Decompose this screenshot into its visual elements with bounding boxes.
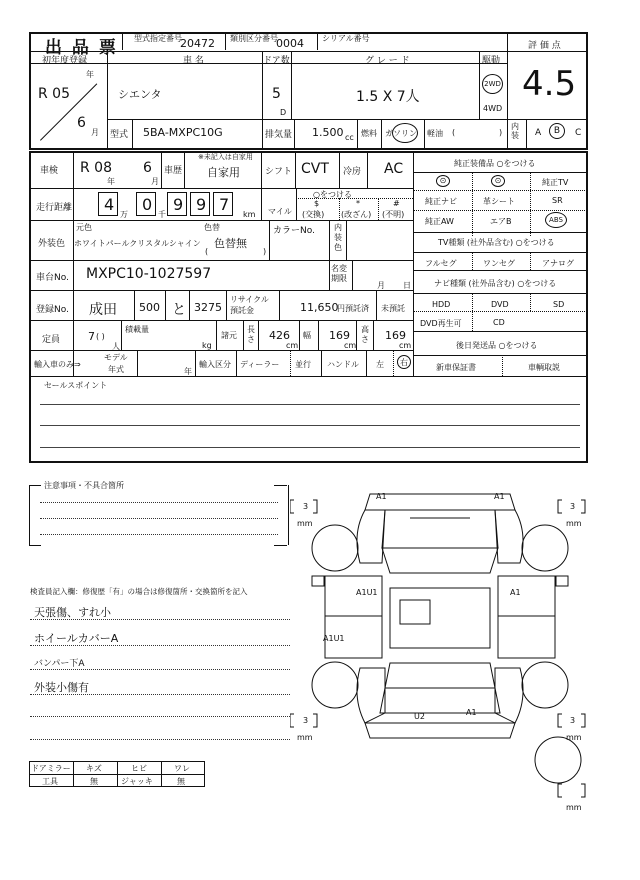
mirror-left <box>312 576 324 586</box>
damage-mark-right-door: A1 <box>510 588 521 597</box>
navi-dvd: DVD <box>491 300 509 309</box>
interior-c: C <box>575 128 582 138</box>
registration-label: 登録No. <box>36 305 69 315</box>
front-door-right <box>498 576 555 616</box>
displacement-label: 排気量 <box>265 130 293 140</box>
mileage-exchange-b: (交換) <box>302 210 325 219</box>
capacity-value: 7 <box>88 330 95 343</box>
history-note: ※未記入は自家用 <box>198 153 253 161</box>
tool-break: ワレ <box>174 764 190 773</box>
roof <box>390 588 490 648</box>
serial-label: シリアル番号 <box>322 34 370 43</box>
fuel-gasoline: ガソリン <box>385 129 417 138</box>
fuel-label: 燃料 <box>361 129 377 138</box>
tread-front-right-mm: mm <box>566 519 582 528</box>
recycle-unit: 円預託済 <box>337 304 369 313</box>
exterior-paren-close: ) <box>263 247 267 256</box>
interior-b: B <box>553 126 561 136</box>
name-change-month: 月 <box>377 281 385 290</box>
evaluation-score: 4.5 <box>522 64 577 104</box>
grade-label: グ レ ー ド <box>365 56 410 66</box>
color-no-label: カラーNo. <box>273 226 315 236</box>
damage-mark-left-door: A1U1 <box>323 634 345 643</box>
mileage-label: 走行距離 <box>36 203 73 213</box>
jack-value: 無 <box>177 777 185 786</box>
import-parallel: 並行 <box>295 360 311 369</box>
door-count: 5 <box>272 86 281 102</box>
history-label: 車歴 <box>164 166 183 176</box>
note-line-3: バンパー下A <box>34 659 85 669</box>
recycle-unpaid: 未預託 <box>381 304 405 313</box>
damage-mark-rear: A1 <box>466 708 477 717</box>
height-cm: cm <box>399 341 412 350</box>
inspection-label: 車検 <box>40 166 59 176</box>
front-fender-right <box>495 510 523 563</box>
displacement: 1.500 <box>312 126 344 139</box>
mileage-exchange-a: $ <box>314 199 320 208</box>
tread-front-left-mm: mm <box>297 519 313 528</box>
registration-number: 3275 <box>194 301 222 314</box>
height-value: 169 <box>385 329 406 342</box>
interior-color-label: 内装色 <box>334 223 342 252</box>
interior-b-circle <box>549 123 565 139</box>
capacity-label: 定員 <box>42 335 61 345</box>
length-label: 長さ <box>247 325 255 344</box>
drive-label: 駆動 <box>482 56 501 66</box>
mirror-right <box>556 576 568 586</box>
back-door <box>380 688 500 713</box>
car-name-label: 車 名 <box>183 56 204 66</box>
tv-analog: アナログ <box>542 259 574 268</box>
tool-value: 無 <box>90 777 98 786</box>
mileage-digit-5: 7 <box>213 192 233 216</box>
tool-mirror: ドアミラー <box>31 764 71 773</box>
interior-label: 内装 <box>511 122 519 140</box>
equip-abs-circle <box>545 212 567 228</box>
displacement-cc: cc <box>345 133 354 142</box>
ac-label: 冷房 <box>343 167 362 177</box>
import-model-year-a: モデル <box>104 353 128 362</box>
recycle-amount: 11,650 <box>300 301 339 314</box>
doors-label: ドア数 <box>263 56 290 66</box>
mileage-digit-3: 9 <box>167 192 187 216</box>
tool-label: 工具 <box>42 777 58 786</box>
damage-mark-front-left: A1 <box>376 492 387 501</box>
door-d: D <box>280 108 287 117</box>
model-label: 型式 <box>110 130 129 140</box>
mileage-altered-b: (改ざん) <box>341 210 372 219</box>
mileage-km: km <box>243 210 256 219</box>
notes-bracket <box>29 485 289 545</box>
mileage-mile: マイル <box>268 207 292 216</box>
history-value: 自家用 <box>207 166 240 179</box>
handle-right: 右 <box>400 358 408 367</box>
rear-fender-right <box>495 668 523 723</box>
exterior-code-label: 色替 <box>204 223 220 232</box>
notes-label: 注意事項・不具合箇所 <box>44 481 124 490</box>
ac-value: AC <box>384 161 404 177</box>
inspection-era: R 08 <box>80 160 112 176</box>
navi-hdd: HDD <box>432 300 451 309</box>
fuel-diesel: 軽油 <box>427 129 443 138</box>
chassis-number: MXPC10-1027597 <box>86 266 212 282</box>
later-items-header: 後日発送品 ○をつける <box>456 341 538 350</box>
mileage-unknown-a: # <box>393 199 400 208</box>
length-cm: cm <box>286 341 299 350</box>
type-no: 20472 <box>180 37 215 50</box>
capacity-unit: 人 <box>112 342 120 351</box>
navi-sd: SD <box>553 300 565 309</box>
diesel-paren-close: ) <box>499 128 503 137</box>
tire-front-right <box>522 525 568 571</box>
first-reg-year-suffix: 年 <box>86 70 94 79</box>
jack-label: ジャッキ <box>121 777 153 786</box>
height-label: 高さ <box>361 325 369 344</box>
car-damage-diagram <box>290 488 590 808</box>
car-name: シエンタ <box>118 88 162 101</box>
model-code: 5BA-MXPC10G <box>143 126 223 139</box>
equip-tv: 純正TV <box>542 178 569 187</box>
sr-icon-1: ⊙ <box>436 175 450 187</box>
score-label: 評 価 点 <box>528 41 561 51</box>
note-line-1: 天張傷、すれ小 <box>34 606 111 619</box>
tire-rear-right <box>522 662 568 708</box>
grade-value: 1.5 X 7人 <box>356 89 420 105</box>
handle-right-circle <box>397 355 411 369</box>
equip-navi: 純正ナビ <box>425 197 457 206</box>
registration-kana: と <box>172 302 186 318</box>
first-reg-month: 6 <box>77 115 86 131</box>
damage-mark-front-right: A1 <box>494 492 505 501</box>
tread-front-left: 3 <box>303 502 309 511</box>
tool-crack: ヒビ <box>131 764 147 773</box>
exterior-code: 色替無 <box>214 237 247 250</box>
import-dealer: ディーラー <box>240 360 280 369</box>
load-kg: kg <box>202 341 212 350</box>
inspection-month: 6 <box>143 160 152 176</box>
equip-abs: ABS <box>549 216 563 224</box>
tread-rear-right-mm: mm <box>566 733 582 742</box>
first-reg-month-suffix: 月 <box>91 128 99 137</box>
windshield <box>382 548 498 573</box>
import-year: 年 <box>184 367 192 376</box>
navi-cd: CD <box>493 318 505 327</box>
tv-oneseg: ワンセグ <box>483 259 515 268</box>
inspection-month-unit: 月 <box>151 177 159 186</box>
equip-aw: 純正AW <box>425 217 454 226</box>
handle-label: ハンドル <box>327 360 359 369</box>
name-change-label: 名変期限 <box>331 264 347 283</box>
length-value: 426 <box>269 329 290 342</box>
rear-bumper <box>365 723 515 738</box>
mileage-unit-sen: 千 <box>158 210 166 219</box>
tire-rear-left <box>312 662 358 708</box>
tv-type-header: TV種類 (社外品含む) ○をつける <box>438 238 555 247</box>
name-change-day: 日 <box>403 281 411 290</box>
note-line-4: 外装小傷有 <box>34 681 89 694</box>
chassis-label: 車台No. <box>36 273 69 283</box>
first-reg-era: R 05 <box>38 86 70 102</box>
handle-left: 左 <box>376 360 384 369</box>
interior-a: A <box>535 128 542 138</box>
dims-label: 諸元 <box>221 331 237 340</box>
equip-sr: SR <box>552 196 563 205</box>
tread-front-right: 3 <box>570 502 576 511</box>
spare-tire <box>535 737 581 783</box>
shift-value: CVT <box>301 161 329 177</box>
sheet-title: 出 品 票 <box>45 38 118 58</box>
tread-rear-left: 3 <box>303 716 309 725</box>
tv-fullseg: フルセグ <box>425 259 457 268</box>
mileage-altered-a: * <box>356 199 360 208</box>
damage-mark-roof: A1U1 <box>356 588 378 597</box>
drive-2wd-circle <box>482 74 503 94</box>
equip-airbag: エアB <box>490 217 512 226</box>
drive-2wd: 2WD <box>484 80 501 88</box>
class-no-label: 類別区分番号 <box>230 34 278 43</box>
tool-scratch: キズ <box>86 764 102 773</box>
sr-icon-2: ⊙ <box>491 175 505 187</box>
first-reg-label: 初年度登録 <box>42 56 88 66</box>
type-no-label: 型式指定番号 <box>134 34 182 43</box>
mileage-unit-man: 万 <box>120 210 128 219</box>
tread-rear-left-mm: mm <box>297 733 313 742</box>
exterior-orig-label: 元色 <box>76 223 92 232</box>
width-label: 幅 <box>303 331 311 340</box>
exterior-paren-open: ( <box>205 247 209 256</box>
hood <box>382 510 498 548</box>
registration-area: 成田 <box>89 302 117 318</box>
inspection-year: 年 <box>107 177 115 186</box>
capacity-paren: ( ) <box>96 332 105 341</box>
exterior-orig-color: ホワイトパールクリスタルシャイン <box>74 239 201 248</box>
rear-window <box>385 663 495 688</box>
import-type-label: 輸入区分 <box>199 360 231 369</box>
diesel-paren-open: ( <box>452 128 456 137</box>
recycle-label: リサイクル預託金 <box>230 295 269 315</box>
navi-type-header: ナビ種類 (社外品含む) ○をつける <box>434 279 557 288</box>
front-bumper <box>365 494 515 510</box>
exterior-label: 外装色 <box>38 239 66 249</box>
equip-leather: 革シート <box>483 197 515 206</box>
load-label: 積載量 <box>125 325 149 334</box>
mileage-digit-2: 0 <box>136 192 156 216</box>
rear-door-right <box>498 616 555 658</box>
navi-dvd-play: DVD再生可 <box>420 319 462 328</box>
mileage-digit-1: 4 <box>98 192 118 216</box>
equip-header: 純正装備品 ○をつける <box>454 159 536 168</box>
shift-label: シフト <box>265 167 293 177</box>
front-fender-left <box>357 510 385 563</box>
width-cm: cm <box>344 341 357 350</box>
class-no: 0004 <box>276 37 304 50</box>
later-warranty: 新車保証書 <box>436 363 476 372</box>
spare-mm: mm <box>566 803 582 812</box>
tread-rear-right: 3 <box>570 716 576 725</box>
mileage-unknown-b: (不明) <box>382 210 405 219</box>
drive-4wd: 4WD <box>483 104 503 113</box>
registration-class: 500 <box>139 301 160 314</box>
mileage-circle-note: ○をつける <box>313 190 352 199</box>
tire-front-left <box>312 525 358 571</box>
sales-point-label: セールスポイント <box>44 381 108 390</box>
note-line-2: ホイールカバーA <box>34 632 119 645</box>
sunroof-area <box>400 600 430 624</box>
import-model-year-b: 年式 <box>108 365 124 374</box>
later-manual: 車輌取説 <box>528 363 560 372</box>
inspector-note-label: 検査員記入欄：修復歴「有」の場合は修復箇所・交換箇所を記入 <box>30 587 248 596</box>
import-label: 輸入車のみ⇒ <box>34 360 81 369</box>
width-value: 169 <box>329 329 350 342</box>
damage-mark-rear-u2: U2 <box>414 712 425 721</box>
rear-fender-left <box>357 668 385 723</box>
mileage-digit-4: 9 <box>190 192 210 216</box>
